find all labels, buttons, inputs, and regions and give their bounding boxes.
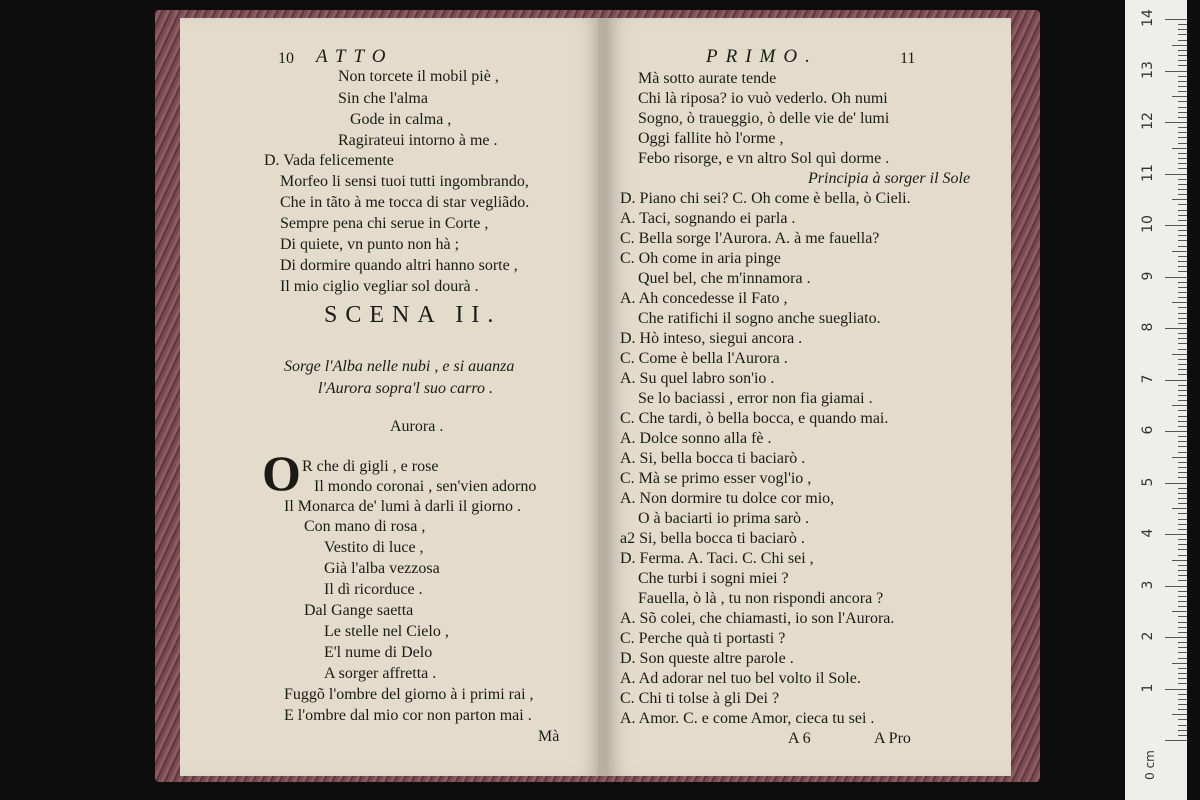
ruler-number: 14 bbox=[1140, 9, 1156, 27]
ruler-tick bbox=[1178, 580, 1187, 581]
dialogue-line: Se lo baciassi , error non fia giamai . bbox=[638, 390, 873, 407]
ruler-tick bbox=[1172, 354, 1187, 355]
ruler-tick bbox=[1178, 493, 1187, 494]
ruler-tick bbox=[1178, 117, 1187, 118]
ruler-number: 2 bbox=[1140, 631, 1156, 641]
ruler-number: 10 bbox=[1140, 215, 1156, 233]
ruler-tick bbox=[1178, 86, 1187, 87]
ruler-tick bbox=[1172, 148, 1187, 149]
ruler-tick bbox=[1178, 112, 1187, 113]
dialogue-line: A. Non dormire tu dolce cor mio, bbox=[620, 490, 835, 507]
dialogue-line: C. Che tardi, ò bella bocca, e quando mai. bbox=[620, 410, 889, 427]
ruler-tick bbox=[1178, 467, 1187, 468]
ruler-tick bbox=[1178, 343, 1187, 344]
ruler-tick bbox=[1178, 29, 1187, 30]
ruler-tick bbox=[1178, 179, 1187, 180]
running-head-right: PRIMO. bbox=[706, 46, 818, 67]
ruler-tick bbox=[1178, 349, 1187, 350]
ruler-tick bbox=[1178, 519, 1187, 520]
ruler-tick bbox=[1178, 658, 1187, 659]
ruler-tick bbox=[1178, 441, 1187, 442]
ruler-tick bbox=[1172, 457, 1187, 458]
verse-line: Gode in calma , bbox=[350, 111, 452, 128]
ruler-tick bbox=[1172, 508, 1187, 509]
ruler-tick bbox=[1178, 596, 1187, 597]
ruler-tick bbox=[1178, 555, 1187, 556]
ruler-tick bbox=[1178, 210, 1187, 211]
ruler-tick bbox=[1178, 194, 1187, 195]
verse-line: R che di gigli , e rose bbox=[302, 458, 439, 475]
ruler-tick bbox=[1178, 55, 1187, 56]
ruler-tick bbox=[1178, 694, 1187, 695]
ruler-tick bbox=[1178, 256, 1187, 257]
ruler-tick bbox=[1165, 19, 1187, 20]
ruler-tick bbox=[1172, 560, 1187, 561]
ruler-tick bbox=[1178, 261, 1187, 262]
ruler-tick bbox=[1178, 220, 1187, 221]
speaker-label: Aurora . bbox=[390, 418, 444, 435]
ruler-tick bbox=[1178, 421, 1187, 422]
ruler-tick bbox=[1178, 452, 1187, 453]
ruler-tick bbox=[1178, 287, 1187, 288]
ruler-tick bbox=[1178, 153, 1187, 154]
dialogue-line: D. Ferma. A. Taci. C. Chi sei , bbox=[620, 550, 814, 567]
verse-line: Che in tãto à me tocca di star vegliãdo. bbox=[280, 194, 530, 211]
ruler-tick bbox=[1178, 683, 1187, 684]
ruler-tick bbox=[1178, 416, 1187, 417]
ruler-tick bbox=[1178, 730, 1187, 731]
ruler-tick bbox=[1178, 338, 1187, 339]
verse-line: A sorger affretta . bbox=[324, 665, 437, 682]
verse-line: Il mio ciglio vegliar sol dourà . bbox=[280, 278, 479, 295]
ruler-tick bbox=[1178, 472, 1187, 473]
ruler-number: 3 bbox=[1140, 580, 1156, 589]
ruler-tick bbox=[1172, 199, 1187, 200]
ruler-tick bbox=[1165, 71, 1187, 72]
ruler-tick bbox=[1172, 611, 1187, 612]
ruler-tick bbox=[1178, 282, 1187, 283]
stage-direction: l'Aurora sopra'l suo carro . bbox=[318, 380, 494, 397]
verse-line: Febo risorge, e vn altro Sol quì dorme . bbox=[638, 150, 890, 167]
ruler-tick bbox=[1178, 477, 1187, 478]
dialogue-line: C. Oh come in aria pinge bbox=[620, 250, 781, 267]
catchword: Mà bbox=[538, 728, 560, 745]
dialogue-line: Che ratifichi il sogno anche suegliato. bbox=[638, 310, 881, 327]
ruler-tick bbox=[1178, 385, 1187, 386]
dialogue-line: Che turbi i sogni miei ? bbox=[638, 570, 789, 587]
ruler-tick bbox=[1178, 266, 1187, 267]
stage-direction: Principia à sorger il Sole bbox=[808, 170, 971, 187]
ruler-tick bbox=[1178, 529, 1187, 530]
ruler-tick bbox=[1178, 323, 1187, 324]
verse-line: Sin che l'alma bbox=[338, 90, 428, 107]
ruler-number: 13 bbox=[1140, 60, 1156, 79]
ruler-tick bbox=[1178, 642, 1187, 643]
ruler-tick bbox=[1178, 616, 1187, 617]
dialogue-line: C. Bella sorge l'Aurora. A. à me fauella? bbox=[620, 230, 880, 247]
ruler-tick bbox=[1178, 60, 1187, 61]
ruler-tick bbox=[1178, 570, 1187, 571]
ruler-tick bbox=[1178, 271, 1187, 272]
ruler-tick bbox=[1165, 225, 1187, 226]
ruler-tick bbox=[1178, 333, 1187, 334]
ruler-number: 12 bbox=[1140, 112, 1156, 130]
verse-line: Sogno, ò traueggio, ò delle vie de' lumi bbox=[638, 110, 890, 127]
verse-line: Dal Gange saetta bbox=[304, 602, 414, 619]
ruler-tick bbox=[1178, 627, 1187, 628]
ruler-tick bbox=[1178, 735, 1187, 736]
ruler-tick bbox=[1178, 498, 1187, 499]
ruler-tick bbox=[1178, 107, 1187, 108]
ruler-number: 11 bbox=[1140, 163, 1156, 182]
verse-line: Oggi fallite hò l'orme , bbox=[638, 130, 784, 147]
ruler-tick bbox=[1165, 277, 1187, 278]
ruler-tick bbox=[1178, 184, 1187, 185]
ruler-tick bbox=[1178, 606, 1187, 607]
verse-line: Fuggõ l'ombre del giorno à i primi rai , bbox=[284, 686, 534, 703]
ruler-number: 9 bbox=[1140, 271, 1156, 280]
ruler-tick bbox=[1178, 446, 1187, 447]
ruler-tick bbox=[1178, 699, 1187, 700]
verse-line: Il dì ricorduce . bbox=[324, 581, 423, 598]
ruler-tick bbox=[1178, 127, 1187, 128]
ruler-tick bbox=[1178, 652, 1187, 653]
scene-heading: SCENA II. bbox=[324, 302, 502, 328]
verse-line: Il mondo coronai , sen'vien adorno bbox=[314, 478, 537, 495]
dialogue-line: A. Ad adorar nel tuo bel volto il Sole. bbox=[620, 670, 861, 687]
ruler-tick bbox=[1165, 328, 1187, 329]
ruler-tick bbox=[1178, 488, 1187, 489]
right-page bbox=[606, 18, 1011, 776]
stage-direction: Sorge l'Alba nelle nubi , e si auanza bbox=[284, 358, 515, 375]
dialogue-line: A. Amor. C. e come Amor, cieca tu sei . bbox=[620, 710, 875, 727]
dialogue-line: D. Son queste altre parole . bbox=[620, 650, 794, 667]
ruler-tick bbox=[1178, 24, 1187, 25]
verse-line: Mà sotto aurate tende bbox=[638, 70, 777, 87]
signature-mark: A 6 bbox=[788, 730, 811, 747]
ruler-tick bbox=[1178, 359, 1187, 360]
verse-line: Di dormire quando altri hanno sorte , bbox=[280, 257, 518, 274]
ruler-tick bbox=[1178, 235, 1187, 236]
ruler-tick bbox=[1172, 302, 1187, 303]
dialogue-line: D. Hò inteso, siegui ancora . bbox=[620, 330, 803, 347]
ruler-tick bbox=[1165, 380, 1187, 381]
ruler-tick bbox=[1178, 81, 1187, 82]
ruler-tick bbox=[1178, 709, 1187, 710]
dialogue-line: A. Su quel labro son'io . bbox=[620, 370, 775, 387]
ruler-tick bbox=[1178, 436, 1187, 437]
ruler-tick bbox=[1172, 663, 1187, 664]
catchword: A Pro bbox=[874, 730, 911, 747]
page-number-right: 11 bbox=[900, 50, 916, 67]
dialogue-line: C. Perche quà ti portasti ? bbox=[620, 630, 786, 647]
ruler-tick bbox=[1178, 369, 1187, 370]
ruler-tick bbox=[1178, 719, 1187, 720]
verse-line: Il Monarca de' lumi à darli il giorno . bbox=[284, 498, 522, 515]
ruler-tick bbox=[1165, 637, 1187, 638]
ruler-tick bbox=[1178, 318, 1187, 319]
ruler-tick bbox=[1178, 230, 1187, 231]
dialogue-line: C. Come è bella l'Aurora . bbox=[620, 350, 788, 367]
verse-line: Morfeo li sensi tuoi tutti ingombrando, bbox=[280, 173, 529, 190]
ruler-number: 7 bbox=[1140, 374, 1156, 383]
ruler-tick bbox=[1165, 534, 1187, 535]
measuring-ruler bbox=[1125, 0, 1187, 800]
ruler-tick bbox=[1178, 313, 1187, 314]
ruler-tick bbox=[1172, 251, 1187, 252]
ruler-tick bbox=[1178, 40, 1187, 41]
dialogue-line: A. Ah concedesse il Fato , bbox=[620, 290, 788, 307]
ruler-tick bbox=[1165, 174, 1187, 175]
dialogue-line: C. Mà se primo esser vogl'io , bbox=[620, 470, 812, 487]
ruler-tick bbox=[1172, 405, 1187, 406]
ruler-tick bbox=[1178, 544, 1187, 545]
ruler-tick bbox=[1172, 714, 1187, 715]
ruler-tick bbox=[1178, 565, 1187, 566]
ruler-tick bbox=[1165, 122, 1187, 123]
verse-line: Le stelle nel Cielo , bbox=[324, 623, 449, 640]
ruler-tick bbox=[1165, 586, 1187, 587]
ruler-tick bbox=[1178, 292, 1187, 293]
ruler-tick bbox=[1165, 431, 1187, 432]
dialogue-line: A. Taci, sognando ei parla . bbox=[620, 210, 796, 227]
ruler-tick bbox=[1178, 524, 1187, 525]
ruler-tick bbox=[1165, 689, 1187, 690]
ruler-tick bbox=[1178, 725, 1187, 726]
ruler-tick bbox=[1178, 575, 1187, 576]
ruler-tick bbox=[1178, 143, 1187, 144]
ruler-tick bbox=[1178, 101, 1187, 102]
ruler-tick bbox=[1178, 503, 1187, 504]
verse-line: Già l'alba vezzosa bbox=[324, 560, 440, 577]
ruler-tick bbox=[1165, 483, 1187, 484]
verse-line: E l'ombre dal mio cor non parton mai . bbox=[284, 707, 532, 724]
dialogue-line: Quel bel, che m'innamora . bbox=[638, 270, 811, 287]
dialogue-line: O à baciarti io prima sarò . bbox=[638, 510, 810, 527]
ruler-tick bbox=[1178, 76, 1187, 77]
ruler-tick bbox=[1178, 591, 1187, 592]
ruler-number: 8 bbox=[1140, 322, 1156, 332]
ruler-tick bbox=[1178, 400, 1187, 401]
ruler-tick bbox=[1178, 410, 1187, 411]
ruler-tick bbox=[1178, 704, 1187, 705]
ruler-tick bbox=[1178, 246, 1187, 247]
page-number-left: 10 bbox=[278, 50, 294, 67]
dialogue-line: Fauella, ò là , tu non rispondi ancora ? bbox=[638, 590, 884, 607]
ruler-tick bbox=[1178, 678, 1187, 679]
ruler-tick bbox=[1178, 374, 1187, 375]
ruler-tick bbox=[1178, 539, 1187, 540]
verse-line: D. Vada felicemente bbox=[264, 152, 394, 169]
ruler-unit: 0 cm bbox=[1142, 750, 1157, 780]
ruler-tick bbox=[1178, 137, 1187, 138]
ruler-tick bbox=[1178, 50, 1187, 51]
ruler-tick bbox=[1178, 601, 1187, 602]
ruler-tick bbox=[1178, 158, 1187, 159]
ruler-number: 5 bbox=[1140, 477, 1156, 486]
ruler-tick bbox=[1178, 549, 1187, 550]
ruler-tick bbox=[1178, 647, 1187, 648]
ruler-tick bbox=[1178, 513, 1187, 514]
ruler-tick bbox=[1172, 96, 1187, 97]
ruler-tick bbox=[1178, 668, 1187, 669]
verse-line: Vestito di luce , bbox=[324, 539, 424, 556]
ruler-tick bbox=[1178, 132, 1187, 133]
verse-line: E'l nume di Delo bbox=[324, 644, 433, 661]
ruler-tick bbox=[1178, 91, 1187, 92]
verse-line: Con mano di rosa , bbox=[304, 518, 426, 535]
ruler-number: 4 bbox=[1140, 528, 1156, 538]
ruler-tick bbox=[1178, 673, 1187, 674]
drop-cap: O bbox=[262, 445, 301, 501]
verse-line: Ragirateui intorno à me . bbox=[338, 132, 498, 149]
dialogue-line: A. Sõ colei, che chiamasti, io son l'Aurora. bbox=[620, 610, 895, 627]
verse-line: Chi là riposa? io vuò vederlo. Oh numi bbox=[638, 90, 888, 107]
ruler-tick bbox=[1178, 34, 1187, 35]
ruler-tick bbox=[1165, 740, 1187, 741]
ruler-number: 6 bbox=[1140, 425, 1156, 435]
ruler-tick bbox=[1178, 364, 1187, 365]
ruler-tick bbox=[1178, 65, 1187, 66]
ruler-tick bbox=[1178, 390, 1187, 391]
ruler-tick bbox=[1178, 462, 1187, 463]
ruler-tick bbox=[1178, 189, 1187, 190]
ruler-tick bbox=[1178, 168, 1187, 169]
ruler-tick bbox=[1178, 297, 1187, 298]
ruler-tick bbox=[1178, 426, 1187, 427]
verse-line: Di quiete, vn punto non hà ; bbox=[280, 236, 460, 253]
left-page bbox=[180, 18, 602, 776]
ruler-tick bbox=[1178, 622, 1187, 623]
dialogue-line: a2 Si, bella bocca ti baciarò . bbox=[620, 530, 805, 547]
verse-line: Sempre pena chi serue in Corte , bbox=[280, 215, 489, 232]
dialogue-line: C. Chi ti tolse à gli Dei ? bbox=[620, 690, 780, 707]
verse-line: Non torcete il mobil piè , bbox=[338, 68, 499, 85]
dialogue-line: A. Si, bella bocca ti baciarò . bbox=[620, 450, 806, 467]
ruler-tick bbox=[1178, 632, 1187, 633]
dialogue-line: D. Piano chi sei? C. Oh come è bella, ò Cieli. bbox=[620, 190, 911, 207]
dialogue-line: A. Dolce sonno alla fè . bbox=[620, 430, 772, 447]
ruler-tick bbox=[1178, 307, 1187, 308]
ruler-tick bbox=[1172, 45, 1187, 46]
ruler-tick bbox=[1178, 395, 1187, 396]
running-head-left: ATTO bbox=[316, 46, 394, 67]
ruler-number: 1 bbox=[1140, 683, 1156, 692]
ruler-tick bbox=[1178, 204, 1187, 205]
ruler-tick bbox=[1178, 240, 1187, 241]
ruler-tick bbox=[1178, 163, 1187, 164]
ruler-tick bbox=[1178, 215, 1187, 216]
